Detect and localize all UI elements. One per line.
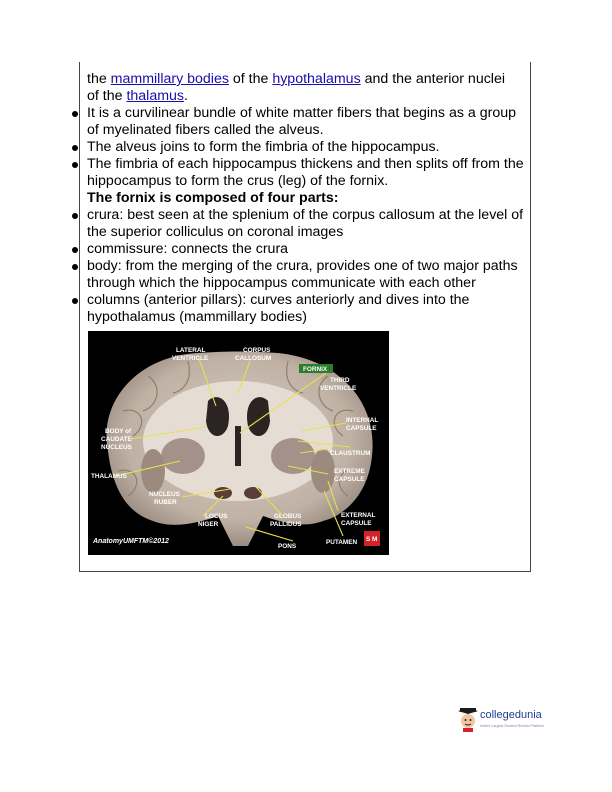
- label-locus-niger-1: LOCUS: [205, 513, 228, 520]
- collegedunia-logo: [458, 708, 568, 738]
- right-lateral-ventricle: [247, 397, 270, 436]
- image-credit: AnatomyUMFTM©2012: [93, 538, 169, 545]
- label-pons: PONS: [278, 543, 297, 550]
- label-globus-pallidus-1: GLOBUS: [274, 513, 302, 520]
- label-corpus-callosum-2: CALLOSUM: [235, 355, 272, 362]
- badge-text: S M: [366, 536, 378, 543]
- label-claustrum: CLAUSTRUM: [330, 450, 371, 457]
- label-nucleus-ruber-2: RUBER: [154, 499, 177, 506]
- mascot-icon: [458, 708, 478, 732]
- label-internal-capsule-1: INTERNAL: [346, 417, 379, 424]
- label-third-ventricle-2: VENTRICLE: [320, 385, 357, 392]
- link-thalamus[interactable]: thalamus: [126, 88, 185, 104]
- label-corpus-callosum-1: CORPUS: [243, 347, 271, 354]
- label-body-caudate-3: NUCLEUS: [101, 444, 132, 451]
- link-mammillary-bodies[interactable]: mammillary bodies: [110, 71, 229, 87]
- label-putamen: PUTAMEN: [326, 539, 358, 546]
- label-thalamus: THALAMUS: [91, 473, 127, 480]
- label-body-caudate-2: CAUDATE: [101, 436, 132, 443]
- label-external-capsule-1: EXTERNAL: [341, 512, 376, 519]
- bullet-item: crura: best seen at the splenium of the corpus callosum at the level of the superior colliculus on coronal images: [87, 207, 529, 241]
- right-thalamus: [271, 438, 315, 474]
- label-globus-pallidus-2: PALLIDUS: [270, 521, 302, 528]
- label-body-caudate-1: BODY of: [105, 428, 132, 435]
- label-external-capsule-2: CAPSULE: [341, 520, 372, 527]
- bullet-item: It is a curvilinear bundle of white matter fibers that begins as a group of myelinated fibers called the alveus.: [87, 105, 529, 139]
- brain-coronal-section-figure: [88, 331, 389, 555]
- label-lateral-ventricle-1: LATERAL: [176, 347, 206, 354]
- intro-line-1: the mammillary bodies of the hypothalamus and the anterior nuclei: [87, 71, 506, 87]
- label-internal-capsule-2: CAPSULE: [346, 425, 377, 432]
- logo-name: collegedunia: [480, 709, 542, 721]
- link-hypothalamus[interactable]: hypothalamus: [272, 71, 361, 87]
- logo-tagline: India's Largest Student Review Platform: [480, 724, 544, 728]
- label-fornix: FORNIX: [303, 366, 328, 373]
- bullet-item: commissure: connects the crura: [87, 241, 529, 258]
- bullet-item: The fimbria of each hippocampus thickens and then splits off from the hippocampus to form the crus (leg) of the fornix.: [87, 156, 529, 190]
- left-putamen: [141, 449, 165, 493]
- document-body: [87, 71, 529, 326]
- left-thalamus: [161, 438, 205, 474]
- left-lateral-ventricle: [206, 397, 229, 436]
- label-locus-niger-2: NIGER: [198, 521, 219, 528]
- label-extreme-capsule-1: EXTREME: [334, 468, 365, 475]
- bullet-item: columns (anterior pillars): curves anteriorly and dives into the hypothalamus (mammillary bodies): [87, 292, 529, 326]
- bullet-item: The alveus joins to form the fimbria of the hippocampus.: [87, 139, 529, 156]
- label-extreme-capsule-2: CAPSULE: [334, 476, 365, 483]
- label-third-ventricle-1: THIRD: [330, 377, 350, 384]
- section-heading: The fornix is composed of four parts:: [87, 190, 339, 206]
- label-nucleus-ruber-1: NUCLEUS: [149, 491, 180, 498]
- bullet-item: body: from the merging of the crura, provides one of two major paths through which the hippocampus communicate with each other: [87, 258, 529, 292]
- label-lateral-ventricle-2: VENTRICLE: [172, 355, 209, 362]
- brain-illustration: [88, 331, 389, 555]
- locus-niger-right: [244, 487, 262, 499]
- third-ventricle: [235, 426, 241, 466]
- intro-line-2: of the thalamus.: [87, 88, 188, 104]
